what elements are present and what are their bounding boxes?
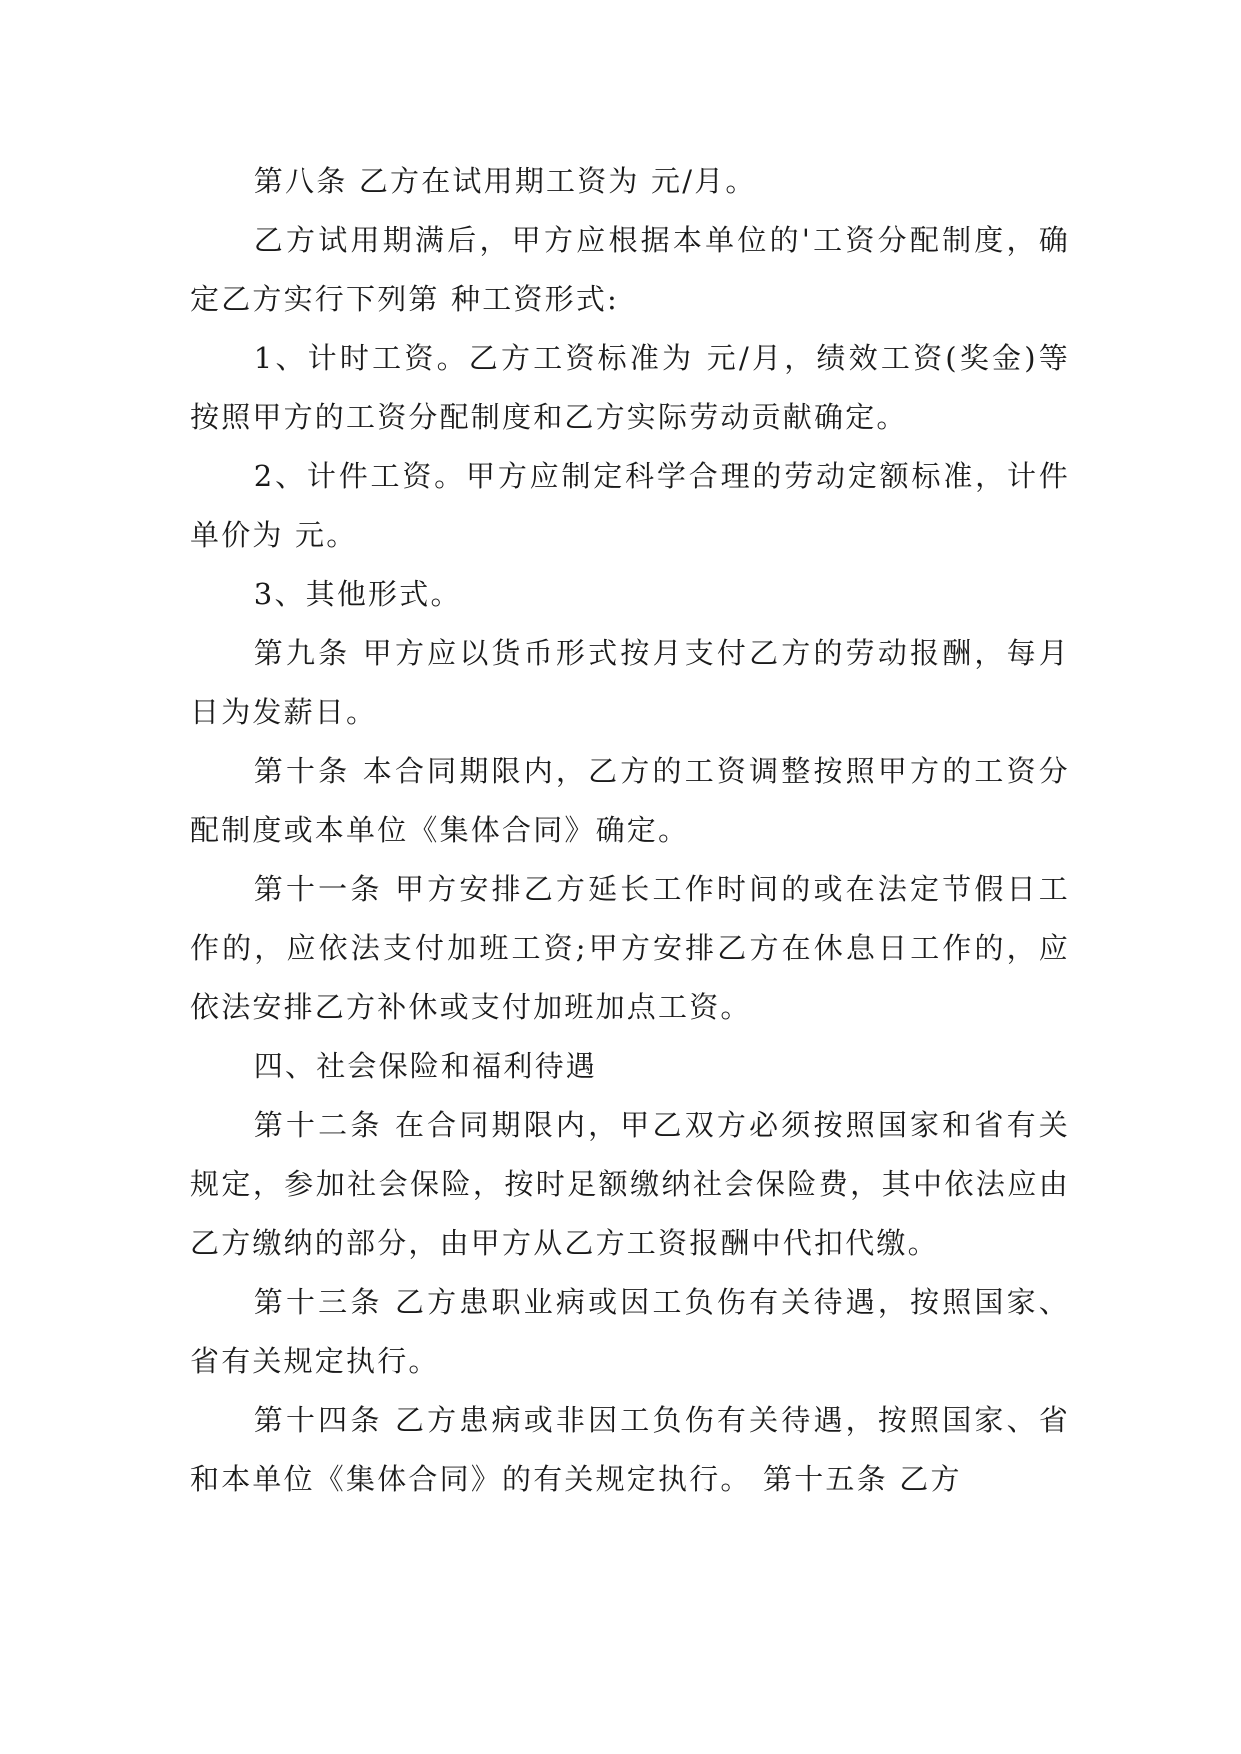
paragraph-article-9: 第九条 甲方应以货币形式按月支付乙方的劳动报酬，每月 日为发薪日。 bbox=[190, 636, 1082, 729]
paragraph-time-wage: 1、计时工资。乙方工资标准为 元/月，绩效工资(奖金)等按照甲方的工资分配制度和乙方实际劳动贡献确定。 bbox=[190, 341, 1070, 434]
section-heading-social-insurance: 四、社会保险和福利待遇 bbox=[253, 1049, 597, 1083]
paragraph-article-11: 第十一条 甲方安排乙方延长工作时间的或在法定节假日工作的，应依法支付加班工资;甲方安排乙方在休息日工作的，应依法安排乙方补休或支付加班加点工资。 bbox=[190, 872, 1070, 1024]
paragraph-article-14: 第十四条 乙方患病或非因工负伤有关待遇，按照国家、省和本单位《集体合同》的有关规定执行。 第十五条 乙方 bbox=[190, 1403, 1070, 1496]
paragraph-other-form: 3、其他形式。 bbox=[253, 577, 462, 611]
paragraph-piece-wage: 2、计件工资。甲方应制定科学合理的劳动定额标准，计件单价为 元。 bbox=[190, 459, 1070, 552]
paragraph-article-8: 第八条 乙方在试用期工资为 元/月。 bbox=[253, 164, 757, 198]
paragraph-article-12: 第十二条 在合同期限内，甲乙双方必须按照国家和省有关规定，参加社会保险，按时足额缴纳社会保险费，其中依法应由乙方缴纳的部分，由甲方从乙方工资报酬中代扣代缴。 bbox=[190, 1108, 1070, 1260]
paragraph-article-10: 第十条 本合同期限内，乙方的工资调整按照甲方的工资分配制度或本单位《集体合同》确定。 bbox=[190, 754, 1070, 847]
paragraph-wage-form: 乙方试用期满后，甲方应根据本单位的'工资分配制度，确定乙方实行下列第 种工资形式: bbox=[190, 223, 1070, 316]
document-body bbox=[190, 152, 1082, 1509]
paragraph-article-13: 第十三条 乙方患职业病或因工负伤有关待遇，按照国家、省有关规定执行。 bbox=[190, 1285, 1070, 1378]
